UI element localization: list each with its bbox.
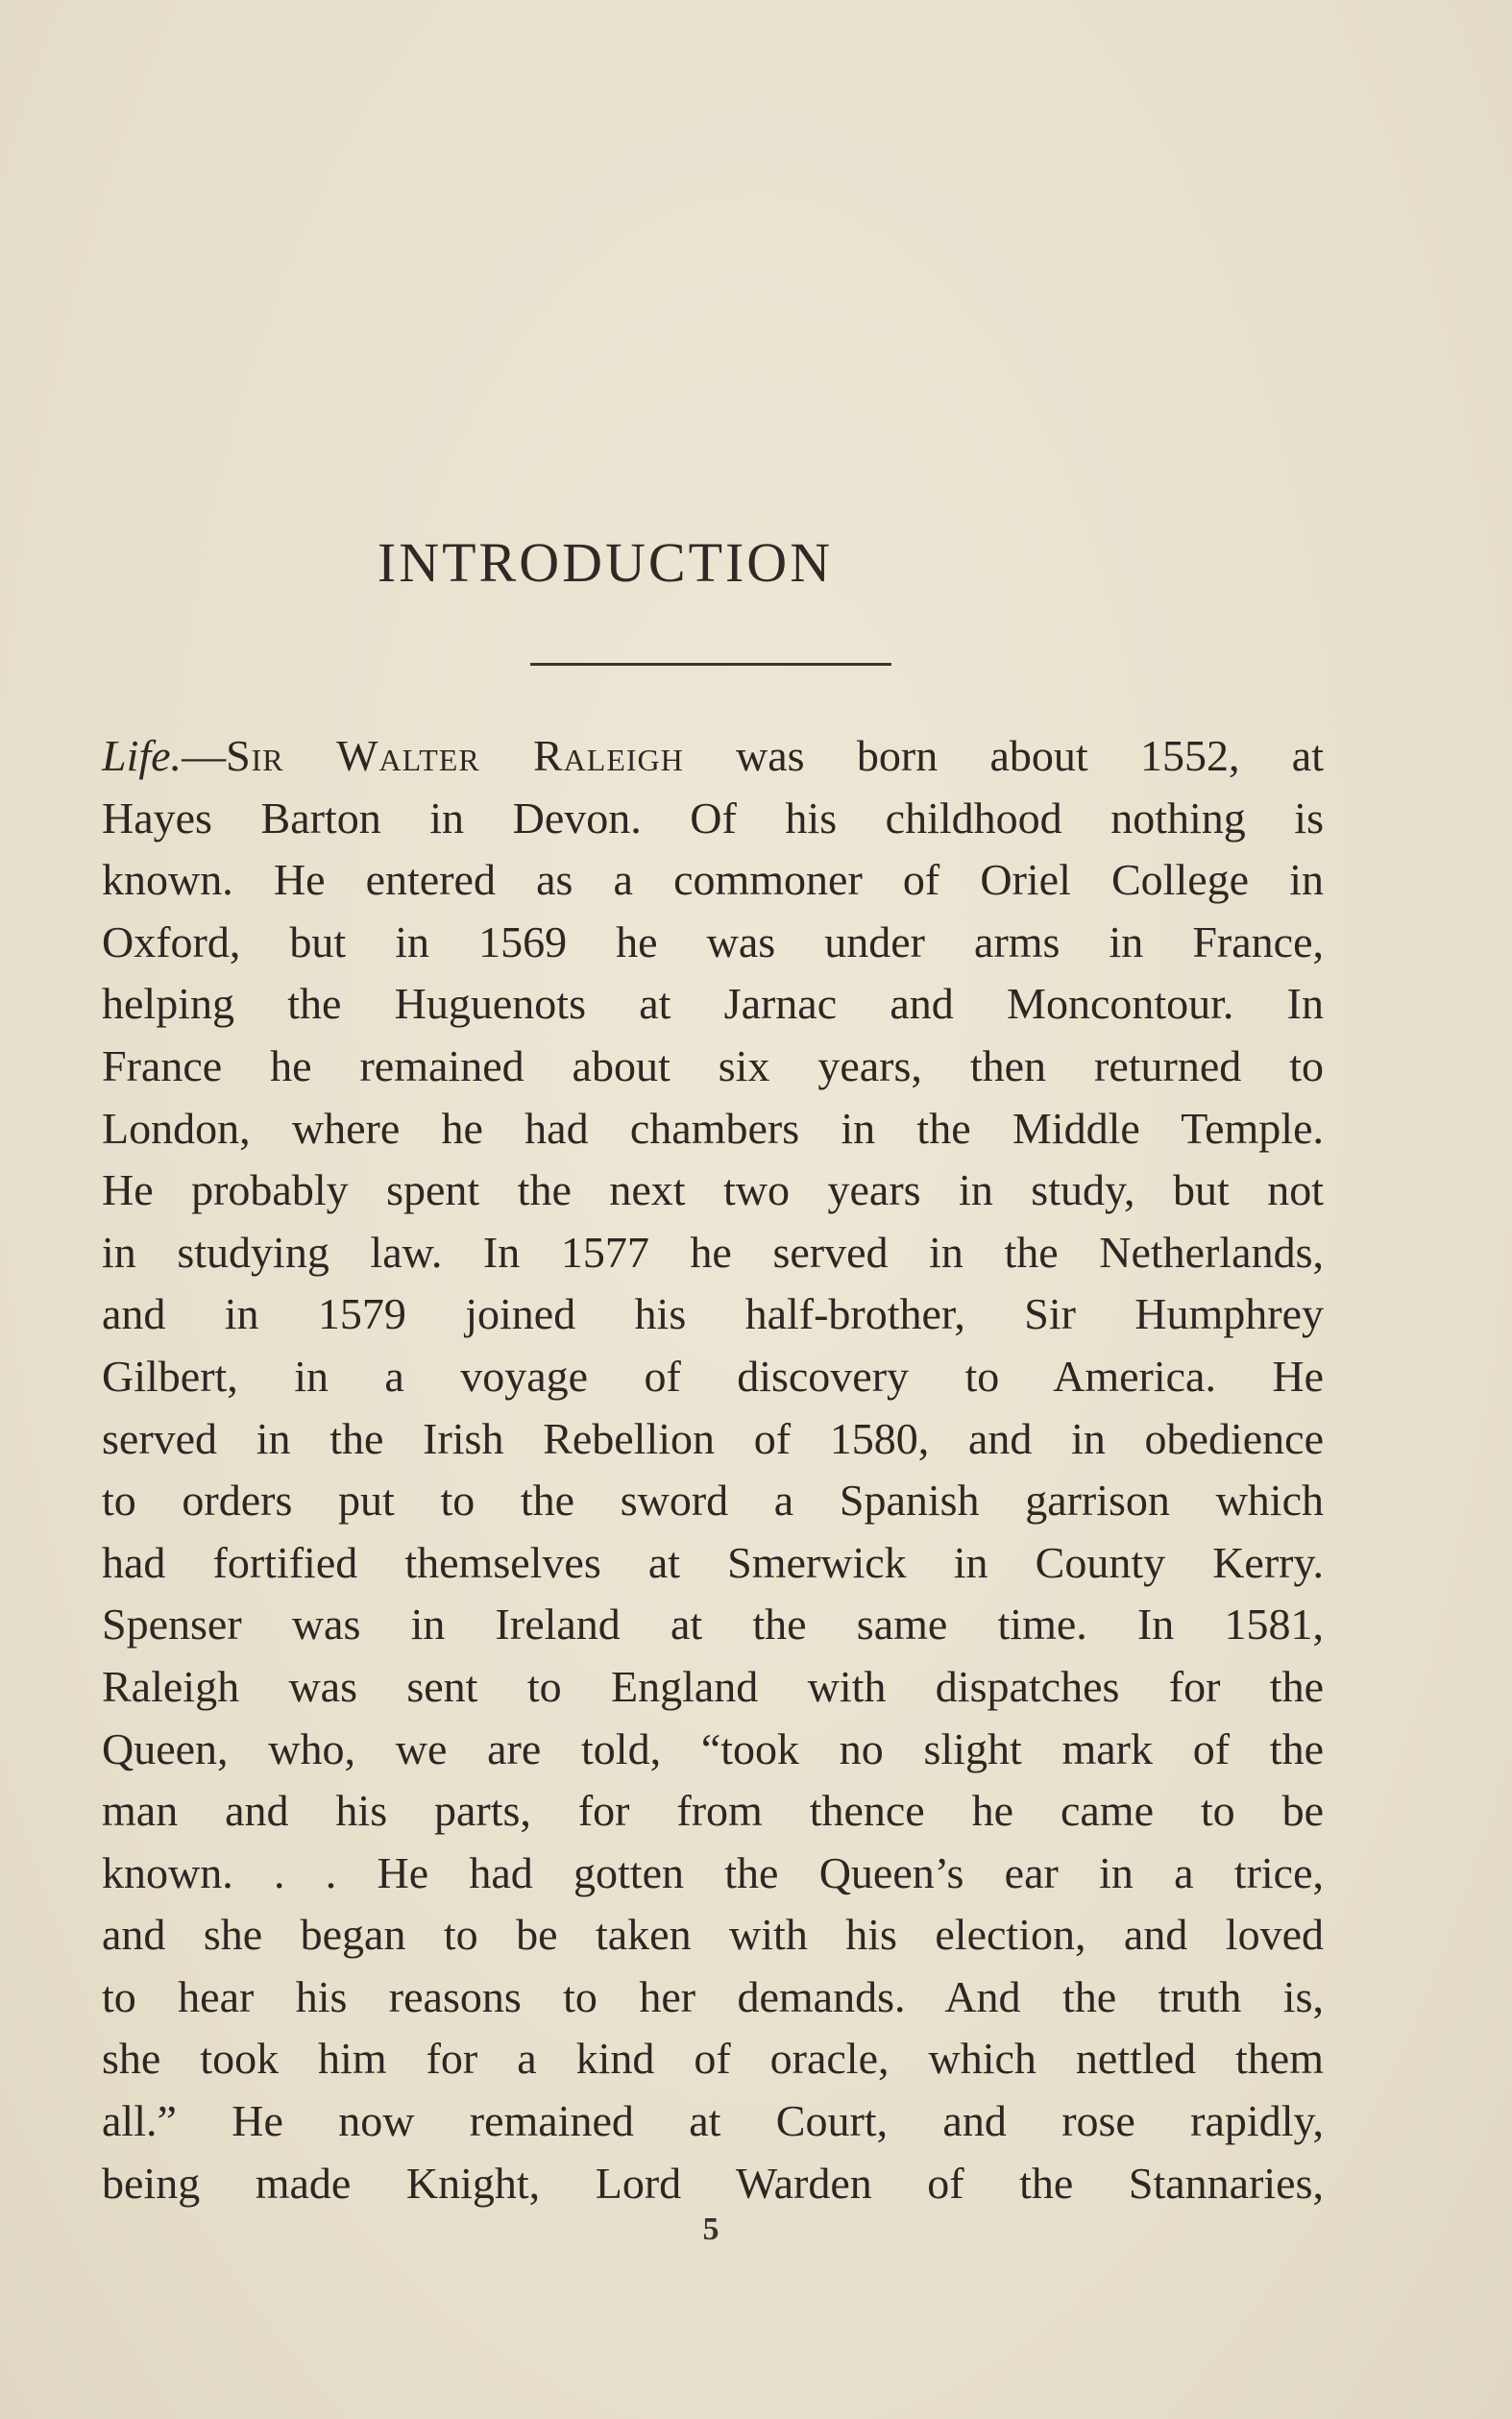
page-number: 5 (702, 2211, 719, 2247)
text-line: known. . . He had gotten the Queen’s ear in a trice, (102, 1847, 1324, 1897)
text-line: Queen, who, we are told, “took no slight mark of the (102, 1723, 1324, 1773)
text-line: France he remained about six years, then returned to (102, 1040, 1324, 1090)
text-line: London, where he had chambers in the Middle Temple. (102, 1103, 1324, 1153)
text-line: and in 1579 joined his half-brother, Sir Humphrey (102, 1289, 1324, 1339)
text-line: was born about 1552, at (683, 731, 1324, 780)
lead-name: Sir Walter Raleigh (226, 731, 684, 780)
text-line: in studying law. In 1577 he served in the Netherlands, (102, 1227, 1324, 1277)
body-paragraph (102, 725, 1324, 2214)
text-line: man and his parts, for from thence he came to be (102, 1786, 1324, 1836)
heading-rule (530, 663, 891, 666)
text-line: being made Knight, Lord Warden of the Stannaries, (102, 2158, 1324, 2208)
text-line: Spenser was in Ireland at the same time. In 1581, (102, 1600, 1324, 1649)
text-line-first (102, 725, 1324, 788)
text-line: all.” He now remained at Court, and rose rapidly, (102, 2096, 1324, 2146)
text-line: Gilbert, in a voyage of discovery to America. He (102, 1351, 1324, 1401)
text-line: Hayes Barton in Devon. Of his childhood nothing is (102, 793, 1324, 843)
text-line: helping the Huguenots at Jarnac and Moncontour. In (102, 979, 1324, 1029)
text-line: He probably spent the next two years in study, but not (102, 1165, 1324, 1215)
text-line: Raleigh was sent to England with dispatches for the (102, 1661, 1324, 1711)
lead-label: Life. (102, 731, 183, 780)
text-line: had fortified themselves at Smerwick in County Kerry. (102, 1537, 1324, 1587)
text-line: she took him for a kind of oracle, which nettled them (102, 2034, 1324, 2084)
text-line: and she began to be taken with his election, and loved (102, 1910, 1324, 1960)
text-line: Oxford, but in 1569 he was under arms in France, (102, 916, 1324, 966)
text-line: known. He entered as a commoner of Oriel College in (102, 855, 1324, 905)
text-line: to hear his reasons to her demands. And the truth is, (102, 1971, 1324, 2021)
text-line: served in the Irish Rebellion of 1580, and in obedience (102, 1413, 1324, 1463)
chapter-heading: INTRODUCTION (377, 531, 834, 594)
text-line: to orders put to the sword a Spanish garrison which (102, 1476, 1324, 1526)
lead-dash: — (182, 731, 227, 780)
